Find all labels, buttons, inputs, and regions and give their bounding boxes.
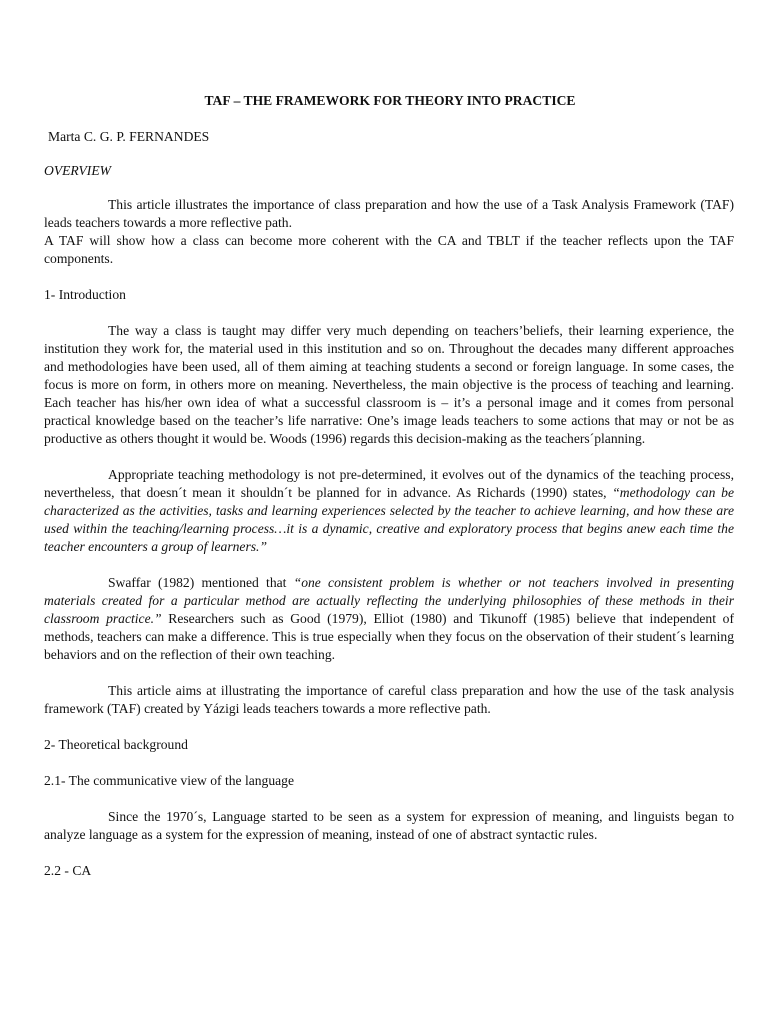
intro-paragraph-4: This article aims at illustrating the importance of careful class preparation and how the use of the task analysis framework (TAF) created by Yázigi leads teachers towards a more reflective path. (44, 683, 734, 716)
overview-label: OVERVIEW (44, 163, 111, 178)
document-page (44, 92, 734, 898)
intro-paragraph-3-lead: Swaffar (1982) mentioned that (108, 575, 294, 590)
section-heading-introduction: 1- Introduction (44, 287, 126, 302)
intro-paragraph-2 (44, 466, 734, 556)
overview-paragraph-1: This article illustrates the importance of class preparation and how the use of a Task Analysis Framework (TAF) leads teachers towards a more reflective path. (44, 197, 734, 230)
section-heading-theoretical-background: 2- Theoretical background (44, 737, 188, 752)
intro-paragraph-2-text: Appropriate teaching methodology is not pre-determined, it evolves out of the dynamics of the teaching process, nevertheless, that doesn´t mean it shouldn´t be planned for in advance. As Richards (1990) states, (44, 467, 734, 500)
intro-paragraph-1: The way a class is taught may differ very much depending on teachers’beliefs, their learning experience, the institution they work for, the material used in this institution and so on. Throughout the decades many different approaches and methodologies have been used, all of them aiming at teaching students a second or foreign language. In some cases, the focus is more on form, in others more on meaning. Nevertheless, the main objective is the process of teaching and learning. Each teacher has his/her own idea of what a successful classroom is – it’s a personal image and it comes from personal practical knowledge based on the teacher’s life narrative: One’s image leads teachers to some actions that may or not be as productive as others thought it would be. Woods (1996) regards this decision-making as the teachers´planning. (44, 323, 734, 446)
section-heading-communicative-view: 2.1- The communicative view of the language (44, 773, 295, 788)
intro-paragraph-3-rest: Researchers such as Good (1979), Elliot (1980) and Tikunoff (1985) believe that independent of methods, teachers can make a difference. This is true especially when they focus on the observation of their student´s learning behaviors and on the reflection of their own teaching. (44, 611, 734, 662)
intro-paragraph-3 (44, 574, 734, 664)
swaffar-quote: “one consistent problem is whether or not teachers involved in presenting materials created for a particular method are actually reflecting the underlying philosophies of these methods in their classroom practice.” (44, 575, 734, 626)
richards-quote: “methodology can be characterized as the activities, tasks and learning experiences selected by the teacher to achieve learning, and how these are used within the teaching/learning process…it is a dynamic, creative and exploratory process that begins anew each time the teacher encounters a group of learners.” (44, 485, 734, 554)
communicative-paragraph-1: Since the 1970´s, Language started to be seen as a system for expression of meaning, and linguists began to analyze language as a system for the expression of meaning, instead of one of abstract syntactic rules. (44, 809, 734, 842)
section-heading-ca: 2.2 - CA (44, 863, 92, 878)
document-title: TAF – THE FRAMEWORK FOR THEORY INTO PRACTICE (204, 93, 576, 108)
overview-paragraph-2: A TAF will show how a class can become more coherent with the CA and TBLT if the teacher reflects upon the TAF components. (44, 233, 734, 266)
author-name: Marta C. G. P. FERNANDES (48, 129, 210, 144)
